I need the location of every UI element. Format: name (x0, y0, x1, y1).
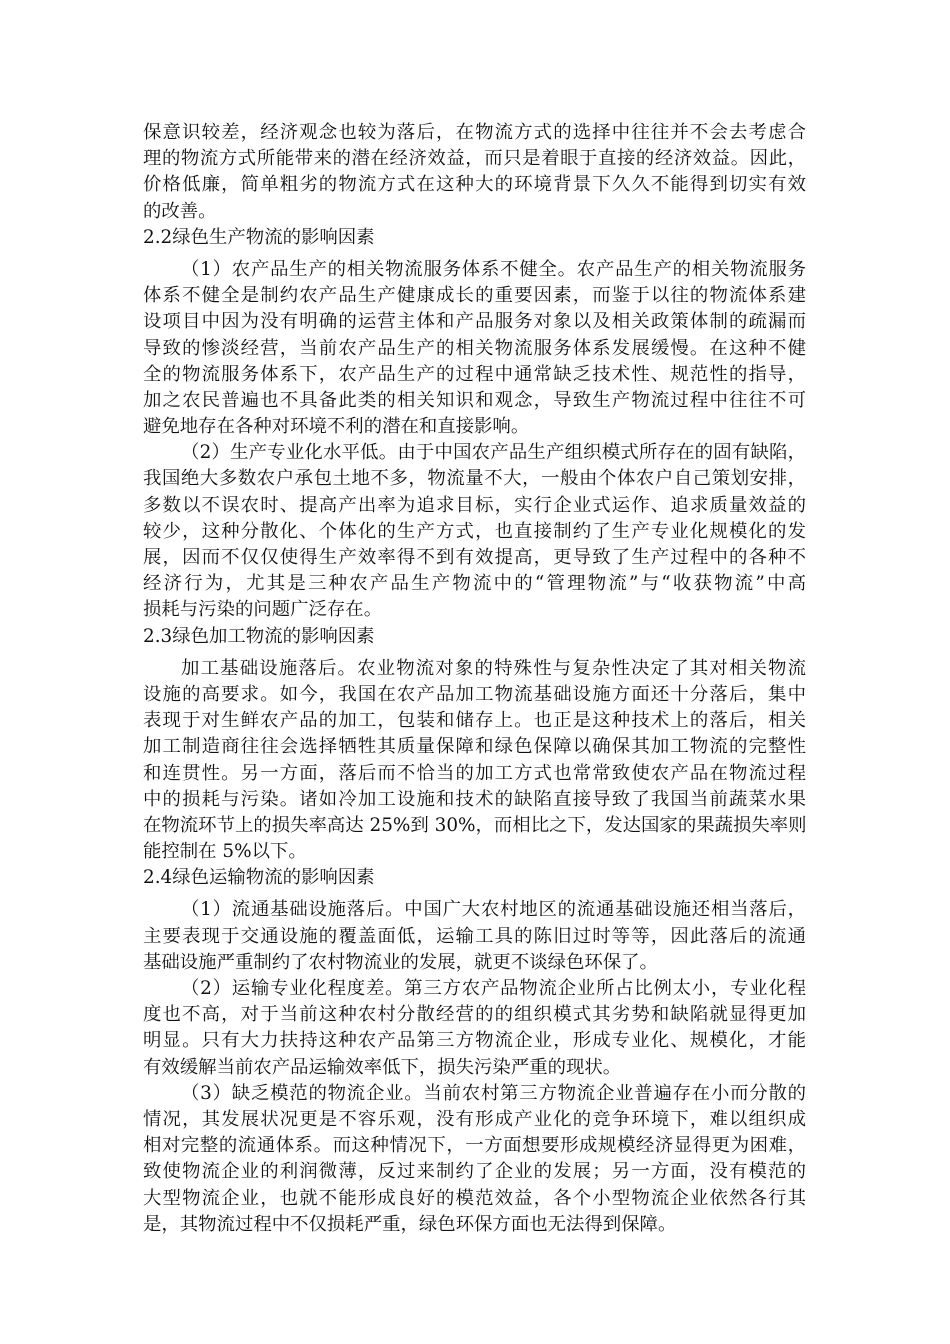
text-line: 加工基础设施落后。农业物流对象的特殊性与复杂性决定了其对相关物流 (181, 657, 806, 679)
text-line: 体系不健全是制约农产品生产健康成长的重要因素，而鉴于以往的物流体系建 (143, 285, 806, 307)
text-line: 大型物流企业，也就不能形成良好的模范效益，各个小型物流企业依然各行其 (143, 1187, 806, 1209)
text-line: 致使物流企业的利润微薄，反过来制约了企业的发展；另一方面，没有模范的 (143, 1161, 806, 1183)
text-line: （3）缺乏模范的物流企业。当前农村第三方物流企业普遍存在小而分散的 (181, 1082, 806, 1104)
text-line: 有效缓解当前农产品运输效率低下，损失污染严重的现状。 (143, 1056, 622, 1078)
text-line: 的改善。 (143, 200, 217, 222)
text-line: 多数以不误农时、提高产出率为追求目标，实行企业式运作、追求质量效益的 (143, 494, 806, 516)
paragraph-transport-1 (143, 897, 806, 976)
text-line: 是，其物流过程中不仅损耗严重，绿色环保方面也无法得到保障。 (143, 1213, 677, 1235)
text-line: 损耗与污染的问题广泛存在。 (143, 599, 383, 621)
text-line: 加之农民普遍也不具备此类的相关知识和观念，导致生产物流过程中往往不可 (143, 389, 806, 411)
text-line: 和连贯性。另一方面，落后而不恰当的加工方式也常常致使农产品在物流过程 (143, 762, 806, 784)
text-line: 情况，其发展状况更是不容乐观，没有形成产业化的竞争环境下，难以组织成 (143, 1108, 806, 1130)
text-line: 能控制在 5%以下。 (143, 841, 307, 863)
text-line: 基础设施严重制约了农村物流业的发展，就更不谈绿色环保了。 (143, 951, 658, 973)
paragraph-production-1 (143, 257, 806, 440)
text-line: 中的损耗与污染。诸如冷加工设施和技术的缺陷直接导致了我国当前蔬菜水果 (143, 788, 806, 810)
section-heading-2-3: 2.3绿色加工物流的影响因素 (143, 625, 375, 647)
text-line: （1）流通基础设施落后。中国广大农村地区的流通基础设施还相当落后， (181, 899, 806, 921)
paragraph-processing (143, 656, 806, 866)
text-line: 理的物流方式所能带来的潜在经济效益，而只是着眼于直接的经济效益。因此， (143, 148, 806, 170)
text-line: 在物流环节上的损失率高达 25%到 30%，而相比之下，发达国家的果蔬损失率则 (143, 814, 807, 836)
section-heading-2-2: 2.2绿色生产物流的影响因素 (143, 226, 375, 248)
text-line: 设施的高要求。如今，我国在农产品加工物流基础设施方面还十分落后，集中 (143, 683, 806, 705)
document-page (143, 120, 806, 1238)
paragraph-intro (143, 120, 806, 225)
text-line: 较少，这种分散化、个体化的生产方式，也直接制约了生产专业化规模化的发 (143, 520, 806, 542)
text-line: 全的物流服务体系下，农产品生产的过程中通常缺乏技术性、规范性的指导， (143, 363, 806, 385)
text-line: 价格低廉，简单粗劣的物流方式在这种大的环境背景下久久不能得到切实有效 (143, 174, 806, 196)
text-line: 表现于对生鲜农产品的加工，包装和储存上。也正是这种技术上的落后，相关 (143, 710, 806, 732)
paragraph-production-2 (143, 440, 806, 623)
text-line: 保意识较差，经济观念也较为落后，在物流方式的选择中往往并不会去考虑合 (143, 122, 806, 143)
text-line: 设项目中因为没有明确的运营主体和产品服务对象以及相关政策体制的疏漏而 (143, 311, 806, 333)
paragraph-transport-2 (143, 976, 806, 1081)
text-line: 避免地存在各种对环境不利的潜在和直接影响。 (143, 416, 530, 438)
text-line: （2）运输专业化程度差。第三方农产品物流企业所占比例太小，专业化程 (181, 978, 806, 999)
paragraph-transport-3 (143, 1081, 806, 1238)
text-line: 加工制造商往往会选择牺牲其质量保障和绿色保障以确保其加工物流的完整性 (143, 736, 806, 758)
text-line: 相对完整的流通体系。而这种情况下，一方面想要形成规模经济显得更为困难， (143, 1135, 806, 1157)
text-line: 导致的惨淡经营，当前农产品生产的相关物流服务体系发展缓慢。在这种不健 (143, 337, 806, 359)
text-line: 度也不高，对于当前这种农村分散经营的的组织模式其劣势和缺陷就显得更加 (143, 1004, 806, 1026)
text-line: 展，因而不仅仅使得生产效率得不到有效提高，更导致了生产过程中的各种不 (143, 547, 806, 568)
text-line: 我国绝大多数农户承包土地不多，物流量不大，一般由个体农户自己策划安排， (143, 468, 806, 490)
text-line: 经济行为，尤其是三种农产品生产物流中的“管理物流”与“收获物流”中高 (143, 573, 806, 595)
text-line: 主要表现于交通设施的覆盖面低，运输工具的陈旧过时等等，因此落后的流通 (143, 925, 806, 947)
text-line: 明显。只有大力扶持这种农产品第三方物流企业，形成专业化、规模化，才能 (143, 1030, 806, 1052)
text-line: （2）生产专业化水平低。由于中国农产品生产组织模式所存在的固有缺陷， (181, 442, 806, 464)
text-line: （1）农产品生产的相关物流服务体系不健全。农产品生产的相关物流服务 (181, 258, 806, 280)
section-heading-2-4: 2.4绿色运输物流的影响因素 (143, 867, 375, 889)
